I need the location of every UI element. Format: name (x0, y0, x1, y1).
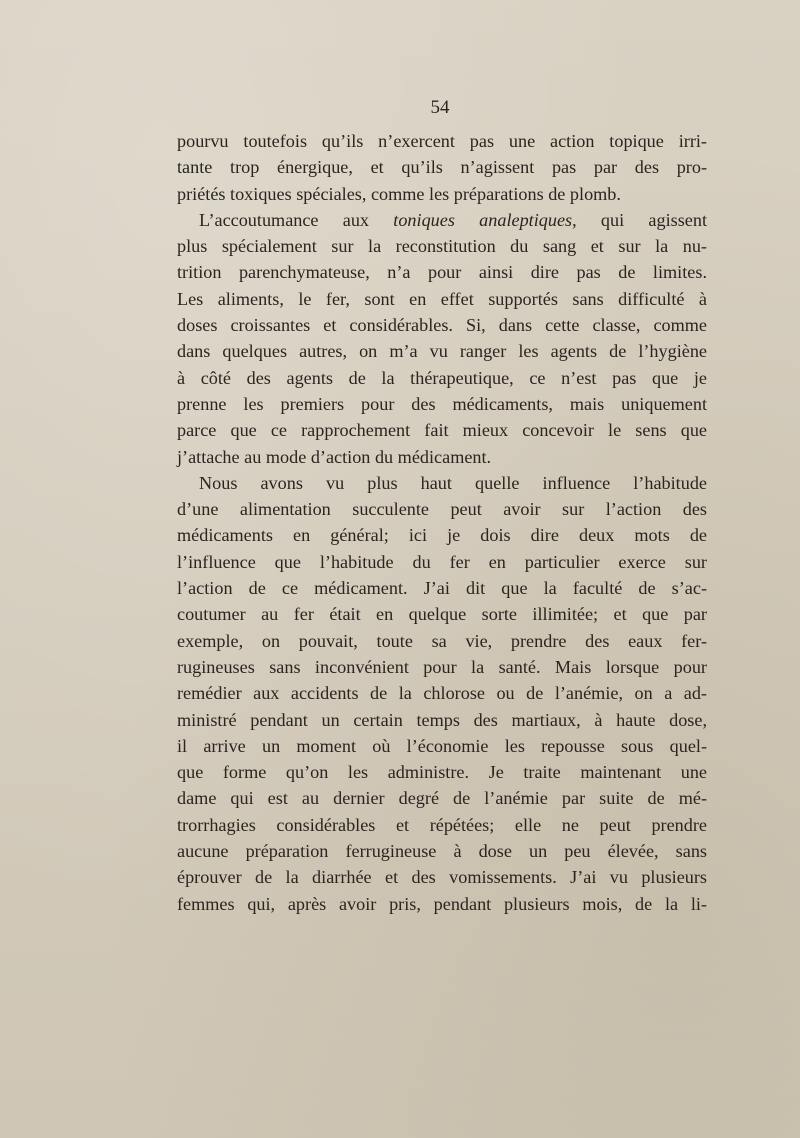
text-line: Nous avons vu plus haut quelle influence l’habitude (199, 472, 707, 493)
text-line: trition parenchymateuse, n’a pour ainsi dire pas de limites. (177, 262, 707, 283)
text-line: tante trop énergique, et qu’ils n’agissent pas par des pro- (177, 157, 707, 178)
text-line: dame qui est au dernier degré de l’anémie par suite de mé- (177, 788, 707, 809)
text-line: pourvu toutefois qu’ils n’exercent pas une action topique irri- (177, 131, 707, 151)
text-line: que forme qu’on les administre. Je traite maintenant une (177, 762, 707, 783)
text-line: plus spécialement sur la reconstitution du sang et sur la nu- (177, 236, 707, 257)
italic-phrase: toniques analeptiques (393, 209, 573, 230)
text-line: dans quelques autres, on m’a vu ranger les agents de l’hygiène (177, 341, 707, 362)
text-line: trorrhagies considérables et répétées; elle ne peut prendre (177, 814, 707, 835)
text-line: à côté des agents de la thérapeutique, ce n’est pas que je (177, 367, 707, 388)
text-line: femmes qui, après avoir pris, pendant plusieurs mois, de la li- (177, 893, 707, 914)
text-line: exemple, on pouvait, toute sa vie, prendre des eaux fer- (177, 630, 707, 651)
text-line: ministré pendant un certain temps des martiaux, à haute dose, (177, 709, 707, 730)
text-line: prenne les premiers pour des médicaments, mais uniquement (177, 393, 707, 414)
text-line: j’attache au mode d’action du médicament. (177, 446, 492, 467)
text-line: priétés toxiques spéciales, comme les préparations de plomb. (177, 183, 621, 204)
text-line: l’influence que l’habitude du fer en particulier exerce sur (177, 551, 707, 572)
text-line: aucune préparation ferrugineuse à dose un peu élevée, sans (177, 841, 707, 862)
text-line: rugineuses sans inconvénient pour la santé. Mais lorsque pour (177, 656, 707, 677)
text-line: éprouver de la diarrhée et des vomissements. J’ai vu plusieurs (177, 867, 707, 888)
text-line: coutumer au fer était en quelque sorte illimitée; et que par (177, 604, 707, 625)
text-line: médicaments en général; ici je dois dire deux mots de (177, 525, 707, 546)
text-line: doses croissantes et considérables. Si, dans cette classe, comme (177, 315, 707, 336)
text-line: parce que ce rapprochement fait mieux concevoir le sens que (177, 420, 707, 441)
page-number: 54 (430, 97, 450, 118)
text-line: Les aliments, le fer, sont en effet supportés sans difficulté à (177, 288, 707, 309)
text-line: il arrive un moment où l’économie les repousse sous quel- (177, 735, 707, 756)
text-line: l’action de ce médicament. J’ai dit que la faculté de s’ac- (177, 578, 707, 599)
body-text (177, 128, 707, 917)
text-run: , qui agissent (572, 209, 708, 230)
text-line: remédier aux accidents de la chlorose ou de l’anémie, on a ad- (177, 683, 707, 704)
text-run: L’accoutumance aux (199, 209, 394, 230)
text-line (177, 207, 707, 233)
text-line: d’une alimentation succulente peut avoir sur l’action des (177, 499, 707, 520)
